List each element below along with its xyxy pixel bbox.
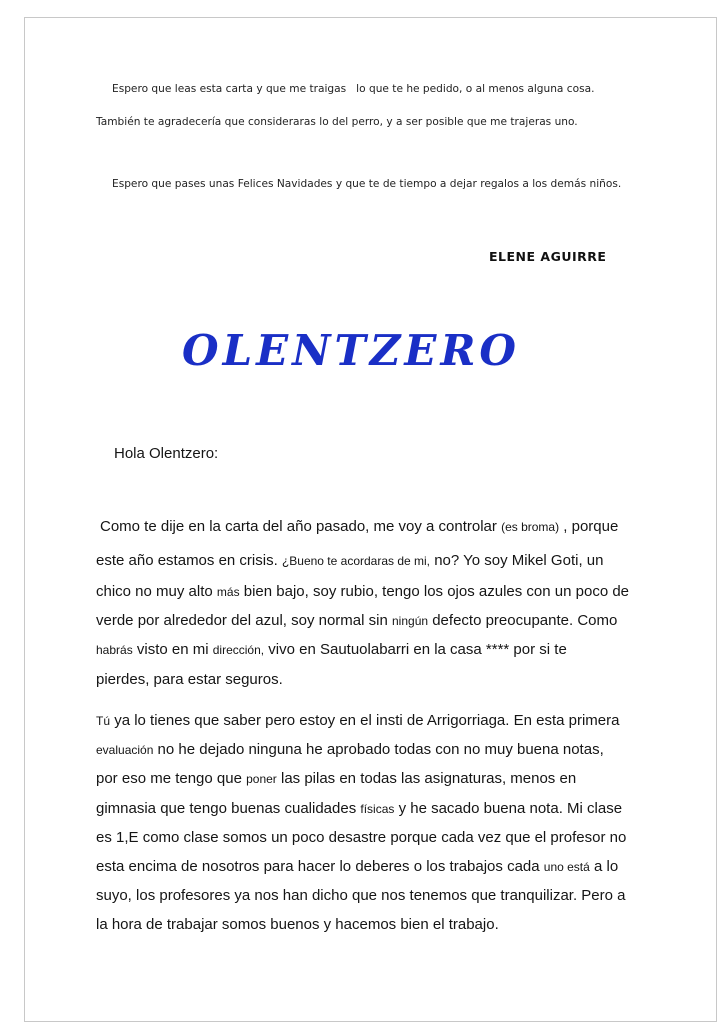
- intro-line-2: También te agradecería que consideraras lo del perro, y a ser posible que me trajeras uno.: [96, 116, 578, 128]
- p1-line-6: pierdes, para estar seguros.: [96, 671, 283, 688]
- p2-text: no he dejado ninguna he aprobado todas con no muy buena notas,: [157, 741, 604, 758]
- p2-text: uno está: [543, 860, 590, 874]
- p2-line-2: [96, 741, 604, 758]
- intro-line-1b: lo que te he pedido, o al menos alguna cosa.: [356, 83, 595, 95]
- p1-text: verde por alrededor del azul, soy normal sin: [96, 612, 388, 629]
- p2-text: poner: [246, 772, 277, 786]
- p2-text: gimnasia que tengo buenas cualidades: [96, 800, 357, 817]
- p1-line-5: [96, 641, 567, 658]
- intro-line-1: [112, 83, 594, 95]
- p1-text: chico no muy alto: [96, 583, 213, 600]
- p2-text: Tú: [96, 714, 111, 728]
- p2-text: por eso me tengo que: [96, 770, 242, 787]
- p2-line-8: la hora de trabajar somos buenos y hacemos bien el trabajo.: [96, 916, 499, 933]
- p1-text: ningún: [392, 614, 429, 628]
- p2-line-5: es 1,E como clase somos un poco desastre porque cada vez que el profesor no: [96, 829, 627, 846]
- p1-text: más: [216, 585, 240, 599]
- page-title: OLENTZERO: [182, 326, 520, 375]
- p2-line-6: [96, 858, 618, 875]
- p1-text: habrás: [96, 643, 133, 657]
- p2-text: físicas: [360, 802, 395, 816]
- p2-line-7: suyo, los profesores ya nos han dicho que nos tenemos que tranquilizar. Pero a: [96, 887, 626, 904]
- intro-line-1a: Espero que leas esta carta y que me traigas: [112, 83, 347, 95]
- p1-text: visto en mi: [136, 641, 209, 658]
- p1-line-1: [100, 518, 618, 535]
- p1-text: vivo en Sautuolabarri en la casa **** por si te: [268, 641, 567, 658]
- p1-line-2: [96, 552, 603, 569]
- p1-line-3: [96, 583, 629, 600]
- p2-text: esta encima de nosotros para hacer lo deberes o los trabajos cada: [96, 858, 540, 875]
- p1-text: , porque: [563, 518, 619, 535]
- signature: ELENE AGUIRRE: [489, 249, 607, 264]
- p1-text: ¿Bueno te acordaras de mi,: [281, 554, 431, 568]
- p1-text: este año estamos en crisis.: [96, 552, 278, 569]
- p2-text: a lo: [594, 858, 619, 875]
- p2-line-1: [96, 712, 619, 729]
- p1-text: defecto preocupante. Como: [432, 612, 618, 629]
- p2-text: las pilas en todas las asignaturas, menos en: [280, 770, 577, 787]
- p2-line-3: [96, 770, 576, 787]
- p2-line-4: [96, 800, 622, 817]
- p2-text: ya lo tienes que saber pero estoy en el insti de Arrigorriaga. En esta primera: [114, 712, 620, 729]
- p1-line-4: [96, 612, 617, 629]
- greeting: Hola Olentzero:: [114, 445, 219, 462]
- p1-text: Como te dije en la carta del año pasado, me voy a controlar: [100, 518, 497, 535]
- p1-text: dirección,: [212, 643, 265, 657]
- p2-text: y he sacado buena nota. Mi clase: [398, 800, 623, 817]
- p1-text: bien bajo, soy rubio, tengo los ojos azules con un poco de: [243, 583, 630, 600]
- p1-text: no? Yo soy Mikel Goti, un: [434, 552, 604, 569]
- p1-text: (es broma): [501, 520, 560, 534]
- intro-line-3: Espero que pases unas Felices Navidades y que te de tiempo a dejar regalos a los demás niños.: [112, 178, 622, 190]
- p2-text: evaluación: [96, 743, 154, 757]
